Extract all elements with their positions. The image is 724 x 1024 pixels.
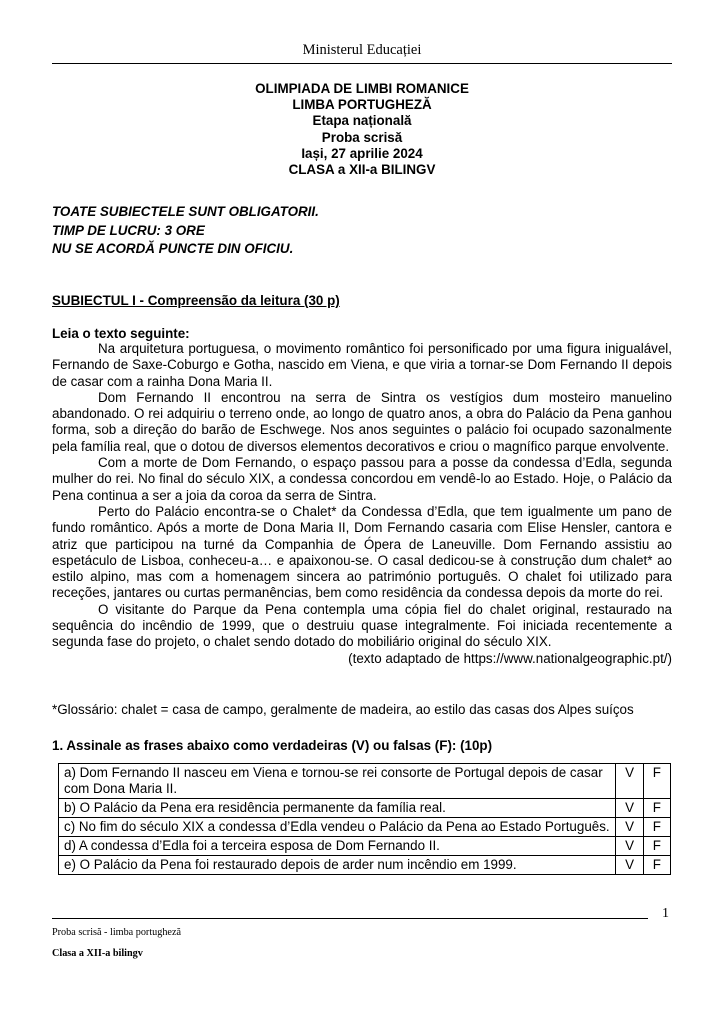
table-row <box>59 818 671 837</box>
instruction-line: NU SE ACORDĂ PUNCTE DIN OFICIU. <box>52 241 294 256</box>
title-class: CLASA a XII-a BILINGV <box>288 162 436 178</box>
glossary: *Glossário: chalet = casa de campo, geralmente de madeira, ao estilo das casas dos Alpes suíços <box>52 702 634 717</box>
footer-class: Clasa a XII-a bilingv <box>52 948 143 959</box>
table-row <box>59 764 671 799</box>
header-ministry: Ministerul Educației <box>302 42 422 58</box>
text-source: (texto adaptado de https://www.nationalgeographic.pt/) <box>348 651 672 666</box>
title-language: LIMBA PORTUGHEZĂ <box>292 97 432 113</box>
page-number: 1 <box>662 906 669 921</box>
read-instruction: Leia o texto seguinte: <box>52 326 190 341</box>
passage-paragraph: Dom Fernando II encontrou na serra de Sintra os vestígios dum mosteiro manuelino abandonado. O rei adquiriu o terreno onde, ao longo de quatro anos, a obra do Palácio da Pena ganhou forma, sob a direção do barão de Eschwege. Nos anos seguintes o palácio foi ocupado sazonalmente pela família real, que o dotou de diversos elementos decorativos e criou o magnífico parque envolvente. <box>52 389 672 454</box>
title-block <box>0 81 724 178</box>
passage-paragraph: Com a morte de Dom Fernando, o espaço passou para a posse da condessa d’Edla, segunda mulher do rei. No final do século XIX, a condessa concordou em vendê-lo ao Estado. Hoje, o Palácio da Pena continua a ser a joia da coroa da serra de Sintra. <box>52 455 672 503</box>
statement-cell: a) Dom Fernando II nasceu em Viena e tornou-se rei consorte de Portugal depois de casar com Dona Maria II. <box>59 764 616 799</box>
option-true[interactable]: V <box>616 818 643 837</box>
instruction-line: TOATE SUBIECTELE SUNT OBLIGATORII. <box>52 204 319 219</box>
question-1-prompt: 1. Assinale as frases abaixo como verdadeiras (V) ou falsas (F): (10p) <box>52 738 493 753</box>
statement-cell: d) A condessa d’Edla foi a terceira esposa de Dom Fernando II. <box>59 837 616 856</box>
option-false[interactable]: F <box>643 764 670 799</box>
table-row <box>59 837 671 856</box>
title-competition: OLIMPIADA DE LIMBI ROMANICE <box>255 81 469 96</box>
instruction-line: TIMP DE LUCRU: 3 ORE <box>52 222 205 238</box>
passage-paragraph: Perto do Palácio encontra-se o Chalet* da Condessa d’Edla, que tem igualmente um pano de fundo romântico. Após a morte de Dona Maria II, Dom Fernando casaria com Elise Hensler, cantora e atriz que participou na turné da Companhia de Ópera de Laneuville. Dom Fernando assistiu ao espetáculo de Lisboa, conheceu-a… e apaixonou-se. O casal dedicou-se à construção dum chalet* ao estilo alpino, mas com a homenagem sincera ao património português. O chalet foi utilizado para receções, jantares ou curtas permanências, bem como residência da condessa depois da morte do rei. <box>52 503 672 601</box>
table-row <box>59 799 671 818</box>
option-false[interactable]: F <box>643 818 670 837</box>
option-true[interactable]: V <box>616 837 643 856</box>
option-false[interactable]: F <box>643 856 670 875</box>
reading-passage <box>52 341 672 651</box>
statement-cell: b) O Palácio da Pena era residência permanente da família real. <box>59 799 616 818</box>
footer-divider <box>52 918 648 919</box>
option-false[interactable]: F <box>643 837 670 856</box>
footer-exam: Proba scrisă - limba portugheză <box>52 927 182 938</box>
passage-paragraph: O visitante do Parque da Pena contempla uma cópia fiel do chalet original, restaurado na sequência do incêndio de 1999, que o destruiu quase integralmente. Foi iniciada recentemente a segunda fase do projeto, o chalet sendo dotado do mobiliário original do século XIX. <box>52 601 672 650</box>
passage-paragraph: Na arquitetura portuguesa, o movimento romântico foi personificado por uma figura inigualável, Fernando de Saxe-Coburgo e Gotha, nascido em Viena, e que viria a tornar-se Dom Fernando II depois de casar com a rainha Dona Maria II. <box>52 341 672 389</box>
subject-title: SUBIECTUL I - Compreensão da leitura (30 p) <box>52 293 340 308</box>
title-stage: Etapa națională <box>312 113 412 129</box>
statement-cell: c) No fim do século XIX a condessa d’Edla vendeu o Palácio da Pena ao Estado Português. <box>59 818 616 837</box>
header-divider <box>52 63 672 64</box>
title-exam-type: Proba scrisă <box>321 129 403 145</box>
statement-cell: e) O Palácio da Pena foi restaurado depois de arder num incêndio em 1999. <box>59 856 616 875</box>
option-true[interactable]: V <box>616 799 643 818</box>
option-false[interactable]: F <box>643 799 670 818</box>
option-true[interactable]: V <box>616 856 643 875</box>
true-false-table <box>58 763 671 875</box>
instructions <box>52 203 319 259</box>
table-row <box>59 856 671 875</box>
title-place-date: Iași, 27 aprilie 2024 <box>301 145 423 161</box>
option-true[interactable]: V <box>616 764 643 799</box>
